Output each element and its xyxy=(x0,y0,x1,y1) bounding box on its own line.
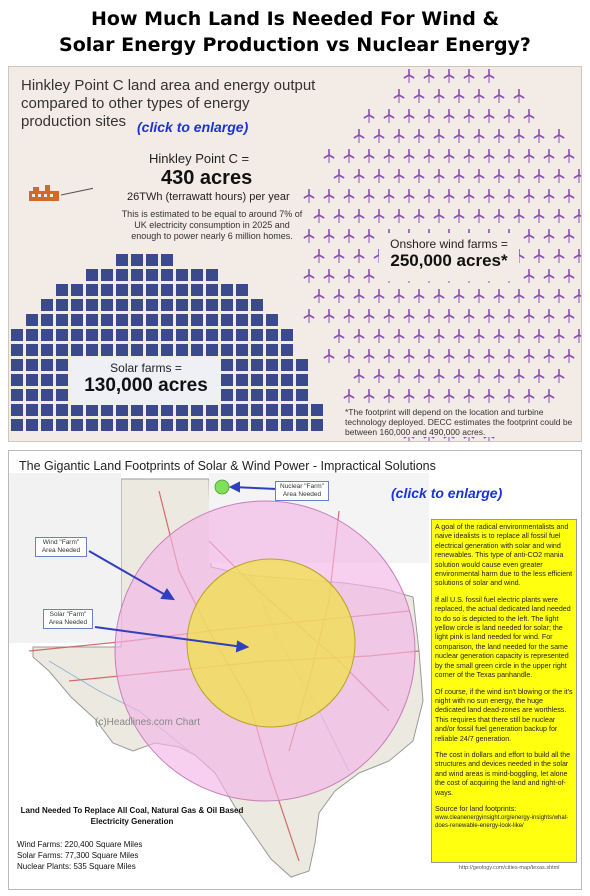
wind-turbine xyxy=(484,389,494,403)
wind-turbine xyxy=(524,309,534,323)
wind-turbine xyxy=(374,329,384,343)
wind-turbine xyxy=(524,189,534,203)
wind-turbine xyxy=(514,369,524,383)
wind-turbine xyxy=(544,349,554,363)
solar-label-box xyxy=(71,357,221,405)
solar-acres: 130,000 acres xyxy=(84,375,208,396)
wind-turbine xyxy=(394,289,404,303)
wind-turbine xyxy=(524,269,534,283)
wind-turbine xyxy=(554,129,564,143)
wind-turbine xyxy=(394,129,404,143)
wind-turbine xyxy=(444,309,454,323)
wind-turbine xyxy=(414,289,424,303)
wind-turbine xyxy=(554,369,564,383)
wind-turbine xyxy=(564,229,574,243)
wind-turbine xyxy=(324,269,334,283)
wind-label-box xyxy=(379,233,519,281)
wind-turbine xyxy=(414,169,424,183)
wind-turbine xyxy=(564,189,574,203)
solar-label: Solar farms = xyxy=(110,361,182,375)
wind-turbine xyxy=(474,209,484,223)
wind-turbine xyxy=(484,309,494,323)
wind-turbine xyxy=(434,129,444,143)
wind-turbine xyxy=(464,109,474,123)
wind-turbine xyxy=(524,389,534,403)
wind-turbine xyxy=(424,189,434,203)
wind-turbine xyxy=(464,189,474,203)
wind-turbine xyxy=(514,329,524,343)
land-totals xyxy=(17,805,247,872)
texas-map-panel[interactable] xyxy=(8,450,582,890)
wind-turbine xyxy=(564,149,574,163)
explanation-paragraph: A goal of the radical environmentalists and naive idealists is to replace all fossil fuel electrical generation with solar and wind renewables. This type of anti-CO2 mania solution would cause even greater environmental harm due to the less efficient solutions of solar and wind. xyxy=(435,523,573,588)
wind-turbine xyxy=(534,209,544,223)
wind-turbine xyxy=(374,169,384,183)
wind-turbine xyxy=(424,389,434,403)
wind-turbine xyxy=(314,289,324,303)
wind-turbine xyxy=(414,329,424,343)
wind-turbine xyxy=(484,349,494,363)
totals-solar: Solar Farms: 77,300 Square Miles xyxy=(17,851,139,860)
wind-turbine xyxy=(454,289,464,303)
wind-turbine xyxy=(454,369,464,383)
wind-turbine xyxy=(504,309,514,323)
wind-turbine xyxy=(324,229,334,243)
wind-turbine xyxy=(314,249,324,263)
wind-turbine xyxy=(404,349,414,363)
wind-turbine xyxy=(364,269,374,283)
totals-nuclear: Nuclear Plants: 535 Square Miles xyxy=(17,862,136,871)
wind-turbine xyxy=(534,369,544,383)
wind-turbine xyxy=(414,89,424,103)
hinkley-output: 26TWh (terrawatt hours) per year xyxy=(127,191,290,203)
wind-turbine xyxy=(504,389,514,403)
wind-turbine xyxy=(504,349,514,363)
power-plant-icon xyxy=(29,185,93,201)
wind-turbine xyxy=(364,109,374,123)
wind-turbine xyxy=(374,209,384,223)
wind-turbine xyxy=(404,69,414,83)
wind-turbine xyxy=(494,369,504,383)
wind-turbine xyxy=(404,309,414,323)
wind-turbine xyxy=(474,169,484,183)
wind-turbine xyxy=(344,389,354,403)
wind-turbine xyxy=(374,289,384,303)
wind-turbine xyxy=(334,249,344,263)
wind-turbine xyxy=(344,149,354,163)
wind-turbine xyxy=(424,69,434,83)
wind-turbine xyxy=(474,129,484,143)
wind-turbine xyxy=(534,129,544,143)
wind-turbine xyxy=(344,229,354,243)
wind-turbine xyxy=(514,169,524,183)
wind-turbine xyxy=(464,389,474,403)
wind-turbine xyxy=(384,309,394,323)
explanation-paragraph: Of course, if the wind isn't blowing or the it's night with no sun energy, the huge dedicated land dead-zones are worthless. This requires that there still be nuclear and/or fossil fuel generation backup for reliable 24/7 generation. xyxy=(435,687,573,743)
wind-turbine xyxy=(464,309,474,323)
wind-turbine xyxy=(524,109,534,123)
nuclear-callout: Nuclear "Farm" Area Needed xyxy=(275,481,329,501)
nuclear-area-circle xyxy=(215,480,229,494)
wind-turbine xyxy=(404,189,414,203)
wind-turbine xyxy=(484,189,494,203)
wind-turbine xyxy=(494,289,504,303)
wind-turbine xyxy=(384,189,394,203)
wind-turbine xyxy=(554,209,564,223)
wind-turbine xyxy=(484,69,494,83)
wind-turbine xyxy=(534,169,544,183)
wind-turbine xyxy=(304,229,314,243)
wind-turbine xyxy=(394,329,404,343)
wind-turbine xyxy=(544,269,554,283)
wind-turbine xyxy=(574,169,582,183)
wind-turbine xyxy=(324,149,334,163)
wind-turbine xyxy=(554,289,564,303)
wind-turbine xyxy=(474,289,484,303)
wind-turbine xyxy=(554,249,564,263)
wind-turbine xyxy=(354,329,364,343)
wind-turbine xyxy=(414,209,424,223)
wind-turbine xyxy=(394,169,404,183)
wind-turbine xyxy=(404,109,414,123)
wind-turbine xyxy=(494,89,504,103)
hinkley-comparison-panel[interactable] xyxy=(8,66,582,442)
wind-turbine xyxy=(434,369,444,383)
wind-turbine xyxy=(464,349,474,363)
wind-turbine xyxy=(304,189,314,203)
wind-turbine xyxy=(494,129,504,143)
wind-turbine xyxy=(364,229,374,243)
wind-turbine xyxy=(424,309,434,323)
wind-turbine xyxy=(434,169,444,183)
wind-turbine xyxy=(334,289,344,303)
wind-turbine xyxy=(434,329,444,343)
wind-turbine xyxy=(444,69,454,83)
wind-turbine xyxy=(384,149,394,163)
wind-turbine xyxy=(324,349,334,363)
wind-turbine xyxy=(444,149,454,163)
wind-turbine xyxy=(364,389,374,403)
map-credit: http://geology.com/cities-map/texas.shtml xyxy=(459,865,560,871)
wind-turbine xyxy=(304,269,314,283)
wind-turbine xyxy=(344,309,354,323)
wind-turbine xyxy=(414,129,424,143)
wind-turbine xyxy=(344,269,354,283)
wind-turbine xyxy=(574,249,582,263)
wind-turbine xyxy=(504,149,514,163)
wind-turbine xyxy=(444,189,454,203)
wind-turbine xyxy=(354,369,364,383)
enlarge-link[interactable]: (click to enlarge) xyxy=(137,119,249,135)
wind-turbine xyxy=(454,129,464,143)
wind-turbine xyxy=(494,169,504,183)
wind-turbine xyxy=(324,309,334,323)
page-title xyxy=(0,6,590,58)
wind-turbine xyxy=(564,309,574,323)
wind-turbine xyxy=(364,189,374,203)
wind-turbine xyxy=(424,149,434,163)
wind-turbine xyxy=(524,349,534,363)
wind-turbine xyxy=(414,369,424,383)
source-label: Source for land footprints: xyxy=(435,804,517,813)
wind-turbine xyxy=(344,189,354,203)
wind-turbine xyxy=(374,369,384,383)
wind-turbine xyxy=(384,109,394,123)
wind-turbine xyxy=(394,209,404,223)
wind-turbine xyxy=(314,209,324,223)
wind-turbine xyxy=(524,149,534,163)
title-line-2: Solar Energy Production vs Nuclear Energy? xyxy=(59,34,531,56)
hinkley-acres: 430 acres xyxy=(161,167,253,189)
wind-turbine xyxy=(364,149,374,163)
wind-turbine xyxy=(404,389,414,403)
wind-turbine xyxy=(514,89,524,103)
wind-turbine xyxy=(574,289,582,303)
wind-turbine xyxy=(474,329,484,343)
wind-turbine xyxy=(354,129,364,143)
wind-turbine xyxy=(364,349,374,363)
totals-wind: Wind Farms: 220,400 Square Miles xyxy=(17,840,143,849)
map-enlarge-link[interactable]: (click to enlarge) xyxy=(391,485,503,501)
wind-turbine xyxy=(544,149,554,163)
wind-turbine xyxy=(334,329,344,343)
wind-turbine xyxy=(334,209,344,223)
wind-turbine xyxy=(384,349,394,363)
wind-turbine xyxy=(444,349,454,363)
wind-turbine xyxy=(464,69,474,83)
wind-turbine xyxy=(404,149,414,163)
wind-turbine xyxy=(374,129,384,143)
wind-turbine xyxy=(444,109,454,123)
wind-turbine xyxy=(394,369,404,383)
hinkley-note: This is estimated to be equal to around 7% of UK electricity consumption in 2025 and enough to power nearly 6 million homes. xyxy=(121,209,303,241)
map-watermark: (c)Headlines.com Chart xyxy=(95,717,201,728)
source-url[interactable]: www.cleanenergyinsight.org/energy-insights/what-does-renewable-energy-look-like/ xyxy=(435,815,569,830)
wind-turbine xyxy=(544,229,554,243)
wind-turbine xyxy=(354,249,364,263)
wind-turbine xyxy=(454,209,464,223)
wind-turbine xyxy=(574,329,582,343)
wind-turbine xyxy=(504,189,514,203)
wind-turbine xyxy=(534,289,544,303)
wind-turbine xyxy=(524,229,534,243)
wind-turbine xyxy=(454,169,464,183)
wind-turbine xyxy=(354,169,364,183)
wind-turbine xyxy=(434,89,444,103)
wind-turbine xyxy=(534,249,544,263)
wind-turbine xyxy=(354,289,364,303)
map-title: The Gigantic Land Footprints of Solar & Wind Power - Impractical Solutions xyxy=(19,459,436,473)
explanation-paragraph: The cost in dollars and effort to build all the structures and devices needed in the solar and wind areas is mind-boggling, let alone the cost of acquiring the land and right-of-ways. xyxy=(435,750,571,797)
wind-turbine xyxy=(544,309,554,323)
wind-turbine xyxy=(464,149,474,163)
wind-turbine xyxy=(324,189,334,203)
wind-turbine xyxy=(494,329,504,343)
wind-turbine xyxy=(514,129,524,143)
wind-acres: 250,000 acres* xyxy=(390,251,508,270)
wind-turbine xyxy=(564,349,574,363)
wind-turbine xyxy=(564,269,574,283)
wind-turbine xyxy=(364,309,374,323)
wind-turbine xyxy=(474,89,484,103)
wind-turbine xyxy=(544,189,554,203)
wind-turbine xyxy=(444,389,454,403)
wind-turbine xyxy=(434,209,444,223)
wind-turbine xyxy=(384,389,394,403)
wind-turbine xyxy=(554,329,564,343)
wind-turbine xyxy=(544,389,554,403)
wind-turbine xyxy=(484,109,494,123)
footprint-footnote: *The footprint will depend on the location and turbine technology deployed. DECC estimates the footprint could be between 160,000 and 490,000 acres. xyxy=(345,407,575,437)
wind-turbine xyxy=(474,369,484,383)
wind-turbine xyxy=(574,209,582,223)
solar-callout: Solar "Farm" Area Needed xyxy=(43,609,93,629)
explanation-paragraph: If all U.S. fossil fuel electric plants were replaced, the actual dedicated land needed to do so is depicted to the left. The light yellow circle is land needed for solar; the light pink is land needed for wind. For comparison, the land needed for the same nuclear generation capacity is represented by the small green circle in the upper right corner of the Texas panhandle. xyxy=(435,595,571,680)
wind-turbine xyxy=(504,109,514,123)
wind-label: Onshore wind farms = xyxy=(390,237,508,251)
hinkley-label: Hinkley Point C = xyxy=(149,151,250,166)
wind-turbine xyxy=(454,329,464,343)
panel-heading: Hinkley Point C land area and energy output compared to other types of energy production sites xyxy=(21,77,316,130)
wind-turbine xyxy=(514,289,524,303)
wind-turbine xyxy=(354,209,364,223)
wind-turbine xyxy=(304,309,314,323)
wind-turbine xyxy=(334,169,344,183)
wind-turbine xyxy=(424,109,434,123)
wind-turbine xyxy=(484,149,494,163)
wind-turbine xyxy=(534,329,544,343)
wind-callout: Wind "Farm" Area Needed xyxy=(35,537,87,557)
wind-turbine xyxy=(554,169,564,183)
wind-turbine xyxy=(434,289,444,303)
totals-heading: Land Needed To Replace All Coal, Natural Gas & Oil Based Electricity Generation xyxy=(20,806,244,826)
wind-turbine xyxy=(494,209,504,223)
wind-turbine xyxy=(394,89,404,103)
explanation-box xyxy=(431,519,577,863)
wind-turbine xyxy=(514,209,524,223)
wind-turbine xyxy=(344,349,354,363)
wind-turbine xyxy=(424,349,434,363)
wind-turbine xyxy=(454,89,464,103)
title-line-1: How Much Land Is Needed For Wind & xyxy=(90,8,500,30)
